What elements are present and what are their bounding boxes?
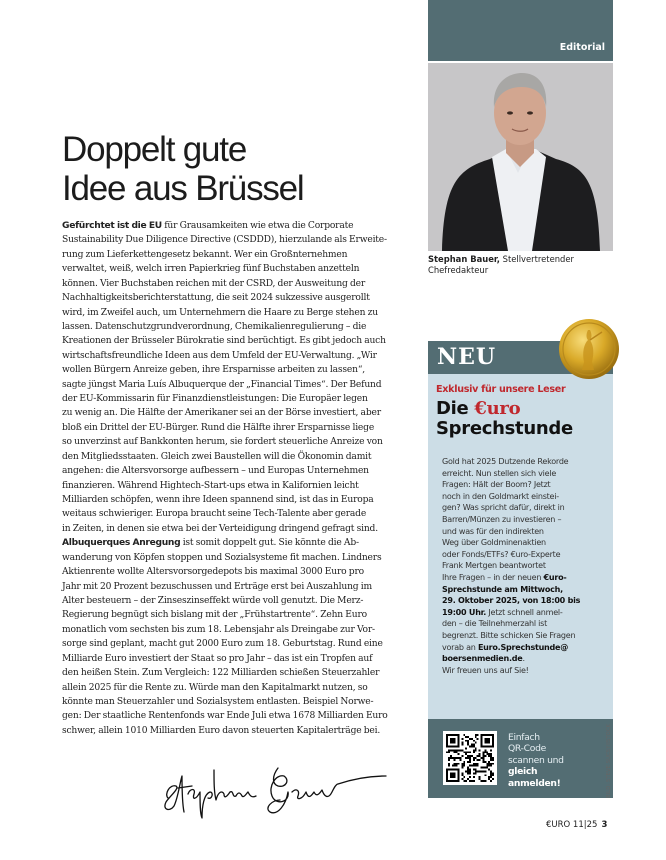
article-line	[62, 551, 402, 565]
promo-line-text: noch in den Goldmarkt einstei-	[442, 491, 559, 501]
article-line-text: wird, im Zweifel auch, um Unternehmern die Haare zu Berge stehen zu	[62, 307, 378, 318]
article-lead-in: Gefürchtet ist die EU	[62, 221, 162, 231]
article-line	[62, 363, 402, 377]
promo-line-text: und was für den indirekten	[442, 526, 544, 536]
photo-credit: BILD: STEVE SUCSY/ISTOCK	[606, 723, 612, 798]
article-line	[62, 277, 402, 291]
article-line-text: Milliarde Euro investiert der Staat so pro Jahr – das ist ein Tropfen auf	[62, 653, 373, 664]
article-line	[62, 421, 402, 435]
article-line-text: Kreationen der Brüsseler Bürokratie sind berüchtigt. Es gibt jedoch auch	[62, 336, 386, 347]
article-line-text: rung zum Lieferkettengesetz bekannt. Wer ein Großnternehmen	[62, 249, 348, 260]
article-line-text: wanderung von Köpfen stoppen und Sozialsysteme fit machen. Lindners	[62, 552, 382, 563]
qr-line-2: QR-Code	[508, 743, 546, 755]
article-line-text: der EU-Kommissarin für Finanzdienstleistungen: Die Europäer legen	[62, 394, 368, 405]
article-line	[62, 219, 402, 233]
promo-kicker: Exklusiv für unsere Leser	[436, 384, 566, 395]
promo-line	[442, 537, 612, 549]
promo-line	[442, 468, 612, 480]
promo-line-text: Jetzt schnell anmel-	[486, 607, 563, 617]
article-line	[62, 522, 402, 536]
article-line	[62, 637, 402, 651]
article-line-text: sagte jüngst Maria Luís Albuquerque der „Financial Times“. Der Befund	[62, 379, 382, 390]
article-line-text: für Grausamkeiten wie etwa die Corporate	[161, 221, 354, 231]
article-line	[62, 493, 402, 507]
promo-line	[442, 665, 612, 677]
promo-line-text: erreicht. Nun stellen sich viele	[442, 468, 557, 478]
promo-line-bold: boersenmedien.de	[442, 654, 523, 664]
qr-band[interactable]	[428, 719, 613, 798]
promo-line-text: Ihre Fragen – in der neuen	[442, 572, 544, 582]
promo-badge: NEU	[437, 344, 497, 370]
article-line	[62, 248, 402, 262]
article-line	[62, 306, 402, 320]
page-title	[62, 130, 402, 208]
article-line	[62, 623, 402, 637]
title-line-1: Doppelt gute	[62, 130, 247, 169]
article-line	[62, 652, 402, 666]
article-line-text: Jahr mit 20 Prozent bezuschussen und Erträge erst bei Auszahlung im	[62, 581, 372, 592]
promo-line-text: Barren/Münzen zu investieren –	[442, 514, 562, 524]
article-line-text: finanzieren. Während Hightech-Start-ups etwa in Kalifornien leicht	[62, 480, 359, 491]
promo-line-text: oder Fonds/ETFs? €uro-Experte	[442, 549, 561, 559]
article-line	[62, 681, 402, 695]
article-lead-in: Albuquerques Anregung	[62, 538, 181, 549]
article-line-text: Regierung begnügt sich bislang mit der „Frühstartrente“. Zehn Euro	[62, 610, 367, 621]
article-line-text: so unverzinst auf Bankkonten herum, sie fordert steuerliche Anreize von	[62, 437, 383, 448]
article-line-text: den heißen Stein. Zum Vergleich: 122 Milliarden schießen Steuerzahler	[62, 668, 380, 679]
article-line-text: wollen Bürgern Anreize geben, ihre Ersparnisse arbeiten zu lassen“,	[62, 365, 366, 376]
promo-line-bold: Euro.Sprechstunde@	[477, 642, 569, 652]
promo-line-text: vorab an	[442, 642, 478, 652]
promo-line-text: begrenzt. Bitte schicken Sie Fragen	[442, 630, 576, 640]
article-line-text: Nachhaltigkeitsberichterstattung, die seit 2024 sukzessive ausgerollt	[62, 293, 370, 304]
promo-line	[442, 479, 612, 491]
promo-line-bold: 19:00 Uhr.	[442, 607, 487, 617]
article-line-text: Aktienrente wollte Altersvorsorgedepots bis maximal 3000 Euro pro	[62, 567, 364, 578]
promo-line-text: Fragen: Hält der Boom? Jetzt	[442, 480, 551, 490]
euro-logo: €uro	[474, 398, 521, 419]
promo-line-bold: 29. Oktober 2025, von 18:00 bis	[442, 596, 581, 606]
article-line-text: in Zeiten, in denen sie etwa bei der Verteidigung dringend gefragt sind.	[62, 523, 378, 534]
promo-line	[442, 491, 612, 503]
promo-line	[442, 607, 612, 619]
article-line-text: Sustainability Due Diligence Directive (CSDDD), hierzulande als Erweite-	[62, 235, 387, 246]
promo-headline	[436, 399, 573, 439]
article-line	[62, 666, 402, 680]
qr-code-graphic	[446, 734, 494, 782]
article-line	[62, 320, 402, 334]
article-body	[62, 219, 402, 738]
promo-line	[442, 572, 612, 584]
portrait-illustration	[428, 63, 613, 251]
promo-line-bold: €uro-	[543, 572, 567, 582]
article-line-text: bloß ein Drittel der EU-Bürger. Rund die Hälfte ihrer Ersparnisse liege	[62, 422, 375, 433]
article-line	[62, 479, 402, 493]
article-line-text: könnte man Steuerzahler und Sozialsystem entlasten. Beispiel Norwe-	[62, 696, 374, 707]
article-line	[62, 565, 402, 579]
issue-label: €URO 11|25	[546, 820, 598, 830]
promo-line-text: den – die Teilnehmerzahl ist	[442, 619, 547, 629]
article-line	[62, 334, 402, 348]
article-line-text: Milliarden schöpfen, wenn ihre Ideen spannend sind, ist das in Europa	[62, 495, 374, 506]
promo-line-bold: Sprechstunde am Mittwoch,	[442, 584, 563, 594]
article-line	[62, 378, 402, 392]
article-line-text: den Mitgliedsstaaten. Gleich zwei Baustellen will die Ökonomin damit	[62, 451, 372, 462]
article-line	[62, 724, 402, 738]
article-line	[62, 349, 402, 363]
promo-headline-line-2: Sprechstunde	[436, 418, 573, 439]
gold-coin-icon	[558, 318, 620, 380]
qr-text	[508, 732, 564, 789]
article-line	[62, 536, 402, 550]
author-portrait	[428, 63, 613, 251]
qr-bold-2: anmelden!	[508, 777, 561, 789]
promo-line	[442, 560, 612, 572]
promo-text	[442, 456, 612, 676]
promo-line-text: Gold hat 2025 Dutzende Rekorde	[442, 457, 569, 466]
article-line-text: angehen: die Altersvorsorge aufbessern – und Europas Unternehmen	[62, 466, 369, 477]
qr-code-icon[interactable]	[443, 731, 497, 785]
promo-line	[442, 502, 612, 514]
promo-line	[442, 526, 612, 538]
promo-line	[442, 630, 612, 642]
article-line	[62, 608, 402, 622]
article-line	[62, 406, 402, 420]
page-number: 3	[601, 820, 608, 830]
signature-image	[160, 762, 390, 820]
article-line-text: ist somit doppelt gut. Sie könnte die Ab-	[180, 538, 359, 549]
folio	[546, 820, 607, 830]
article-line-text: schwer, allein 1010 Milliarden Euro davon steuerten Kapitalerträge bei.	[62, 725, 381, 736]
promo-line	[442, 653, 612, 665]
article-line-text: monatlich vom sechsten bis zum 18. Lebensjahr als Dreingabe zur Vor-	[62, 624, 375, 635]
promo-line-text: Weg über Goldminenaktien	[442, 538, 546, 548]
author-caption	[428, 254, 618, 276]
article-line	[62, 580, 402, 594]
author-name: Stephan Bauer,	[428, 254, 500, 264]
article-line	[62, 594, 402, 608]
promo-box	[428, 341, 613, 798]
qr-bold-1: gleich	[508, 766, 538, 778]
promo-line	[442, 642, 612, 654]
article-line-text: zu wenig an. Die Hälfte der Amerikaner sei an der Börse investiert, aber	[62, 408, 381, 419]
article-line	[62, 291, 402, 305]
promo-line-text: Frank Mertgen beantwortet	[442, 561, 546, 571]
article-line	[62, 695, 402, 709]
title-line-2: Idee aus Brüssel	[62, 169, 304, 208]
article-line	[62, 464, 402, 478]
article-line	[62, 450, 402, 464]
promo-headline-prefix: Die	[436, 398, 469, 419]
article-line	[62, 392, 402, 406]
article-line-text: wirtschaftsfreundliche Ideen aus dem Umfeld der EU-Verwaltung. „Wir	[62, 350, 377, 361]
article-line-text: gen: Der staatliche Rentenfonds war Ende Juli etwa 1678 Milliarden Euro	[62, 711, 388, 722]
article-line-text: weitaus schwieriger. Europa braucht seine Tech-Talente aber gerade	[62, 509, 367, 520]
article-line-text: lassen. Datenschutzgrundverordnung, Chemikalienregulierung – die	[62, 321, 367, 332]
promo-line	[442, 618, 612, 630]
author-role-line-1: Stellvertretender	[502, 254, 574, 264]
article-line	[62, 435, 402, 449]
article-line-text: können. Vier Buchstaben reichen mit der CSRD, der Ausweitung der	[62, 278, 366, 289]
section-label: Editorial	[559, 42, 605, 53]
promo-line-text: .	[522, 654, 525, 664]
article-line-text: allein 2025 für die Rente zu. Würde man den Kapitalmarkt nutzen, so	[62, 682, 368, 693]
article-line	[62, 507, 402, 521]
promo-line	[442, 595, 612, 607]
qr-line-3: scannen und	[508, 754, 564, 766]
article-line	[62, 709, 402, 723]
section-band	[428, 0, 613, 61]
promo-line-text: Wir freuen uns auf Sie!	[442, 665, 529, 675]
article-line	[62, 262, 402, 276]
qr-line-1: Einfach	[508, 732, 540, 743]
article-line-text: sorge sind geplant, macht gut 2000 Euro zum 18. Geburtstag. Rund eine	[62, 639, 383, 650]
article-line-text: verwaltet, weiß, welch irren Papierkrieg fünf Buchstaben anzetteln	[62, 264, 360, 275]
article-line	[62, 233, 402, 247]
author-role-line-2: Chefredakteur	[428, 265, 489, 275]
article-line-text: Alter besteuern – der Zinseszinseffekt würde voll genutzt. Die Merz-	[62, 595, 364, 606]
promo-line	[442, 584, 612, 596]
promo-line	[442, 514, 612, 526]
promo-line-text: gen? Was spricht dafür, direkt in	[442, 503, 565, 513]
promo-line	[442, 456, 612, 468]
promo-line	[442, 549, 612, 561]
